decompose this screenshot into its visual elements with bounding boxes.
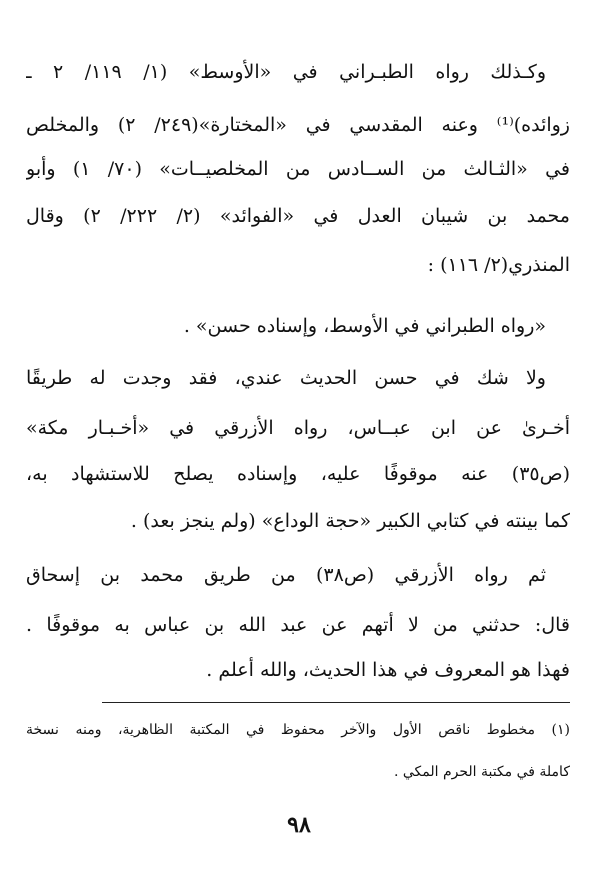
body-line-5: المنذري(٢/ ١١٦) : xyxy=(427,254,570,276)
body-line-2: زوائده)⁽¹⁾ وعنه المقدسي في «المختارة»(٢٤٩/ ٢) والمخلص xyxy=(26,114,570,136)
body-line-9: (ص٣٥) عنه موقوفًا عليه، وإسناده يصلح للاستشهاد به، xyxy=(26,463,570,485)
body-line-11: ثم رواه الأزرقي (ص٣٨) من طريق محمد بن إسحاق xyxy=(26,564,546,586)
body-line-8: أخـرىٰ عن ابن عبــاس، رواه الأزرقي في «أخـبـار مكة» xyxy=(26,417,570,439)
body-line-3: في «الثـالث من الســادس من المخلصيــات» (٧٠/ ١) وأبو xyxy=(26,158,570,180)
body-line-7: ولا شك في حسن الحديث عندي، فقد وجدت له طريقًا xyxy=(26,367,546,389)
page-number: ٩٨ xyxy=(287,812,311,838)
quote-line: «رواه الطبراني في الأوسط، وإسناده حسن» . xyxy=(183,315,546,337)
footnote-line-1: (١) مخطوط ناقص الأول والآخر محفوظ في المكتبة الظاهرية، ومنه نسخة xyxy=(26,722,570,738)
footnote-divider xyxy=(102,702,570,703)
body-line-1: وكـذلك رواه الطبـراني في «الأوسط» (١/ ١١٩/ ٢ ـ xyxy=(26,61,546,83)
body-line-12: قال: حدثني من لا أتهم عن عبد الله بن عباس به موقوفًا . xyxy=(26,614,570,636)
body-line-13: فهذا هو المعروف في هذا الحديث، والله أعلم . xyxy=(206,659,570,681)
body-line-4: محمد بن شيبان العدل في «الفوائد» (٢/ ٢٢٢/ ٢) وقال xyxy=(26,205,570,227)
footnote-line-2: كاملة في مكتبة الحرم المكي . xyxy=(393,764,570,780)
body-line-10: كما بينته في كتابي الكبير «حجة الوداع» (ولم ينجز بعد) . xyxy=(130,510,570,532)
